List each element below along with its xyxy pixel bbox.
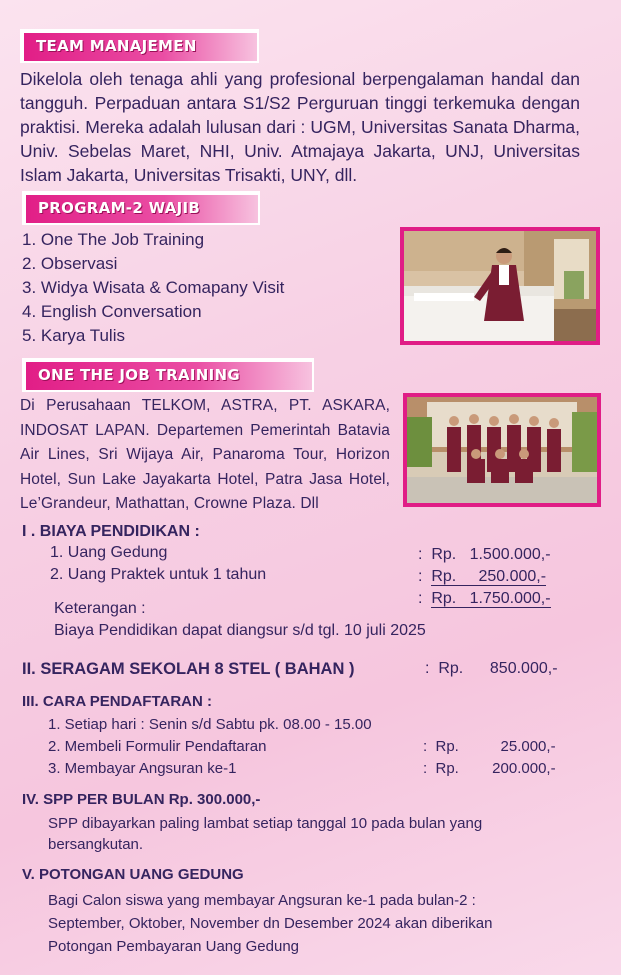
biaya-item-2-row: : Rp. 250.000,-	[418, 568, 547, 585]
biaya-item-2-value: Rp. 250.000,-	[431, 568, 547, 585]
pendaftaran-item-2-label: 2. Membeli Formulir Pendaftaran	[48, 738, 267, 755]
spp-title: IV. SPP PER BULAN Rp. 300.000,-	[22, 791, 261, 808]
ojt-heading	[24, 360, 312, 390]
program-heading	[24, 193, 258, 223]
ojt-heading-label: ONE THE JOB TRAINING	[38, 366, 240, 384]
students-group-photo	[403, 393, 601, 507]
biaya-note-body: Biaya Pendidikan dapat diangsur s/d tgl. 10 juli 2025	[54, 622, 426, 639]
pendaftaran-item-3-value: : Rp. 200.000,-	[423, 760, 556, 777]
biaya-item-2-label: 2. Uang Praktek untuk 1 tahun	[50, 566, 267, 583]
potongan-body: Bagi Calon siswa yang membayar Angsuran ke-1 pada bulan-2 : September, Oktober, November dn Desember 2024 akan diberikan Potongan Pembayaran Uang Gedung	[48, 892, 493, 955]
list-item: 3. Widya Wisata & Comapany Visit	[22, 278, 285, 297]
biaya-total-row: : Rp. 1.750.000,-	[418, 590, 551, 607]
pendaftaran-item-3-label: 3. Membayar Angsuran ke-1	[48, 760, 237, 777]
list-item: 2. Observasi	[22, 254, 118, 273]
biaya-note-title: Keterangan :	[54, 600, 146, 617]
team-body: Dikelola oleh tenaga ahli yang profesional berpengalaman handal dan tangguh. Perpaduan antara S1/S2 Perguruan tinggi terkemuka dengan praktisi. Mereka adalah lulusan dari : UGM, Universitas Sanata Dharma, Univ. Sebelas Maret, NHI, Univ. Atmajaya Jakarta, UNJ, Universitas Islam Jakarta, Universitas Trisakti, UNY, dll.	[20, 69, 580, 185]
biaya-total-value: Rp. 1.750.000,-	[431, 590, 551, 607]
biaya-item-1-label: 1. Uang Gedung	[50, 544, 168, 561]
list-item: 5. Karya Tulis	[22, 326, 125, 345]
list-item: 4. English Conversation	[22, 302, 202, 321]
ojt-body: Di Perusahaan TELKOM, ASTRA, PT. ASKARA, INDOSAT LAPAN. Departemen Pemerintah Batavia Air Lines, Sri Wijaya Air, Panaroma Tour, Horizon Hotel, Sun Lake Jayakarta Hotel, Patra Jasa Hotel, Le’Grandeur, Mathattan, Crowne Plaza. Dll	[20, 397, 390, 512]
pendaftaran-title: III. CARA PENDAFTARAN :	[22, 693, 212, 710]
potongan-title: V. POTONGAN UANG GEDUNG	[22, 866, 244, 883]
biaya-item-1-value: : Rp. 1.500.000,-	[418, 546, 551, 563]
bed-making-illustration	[404, 231, 596, 341]
bed-making-photo	[400, 227, 600, 345]
program-list	[22, 228, 382, 348]
pendaftaran-item-1: 1. Setiap hari : Senin s/d Sabtu pk. 08.00 - 15.00	[48, 716, 372, 733]
spp-body: SPP dibayarkan paling lambat setiap tanggal 10 pada bulan yang bersangkutan.	[48, 815, 483, 853]
pendaftaran-item-2-value: : Rp. 25.000,-	[423, 738, 556, 755]
seragam-value: : Rp. 850.000,-	[425, 660, 558, 677]
list-item: 1. One The Job Training	[22, 230, 205, 249]
team-heading-label: TEAM MANAJEMEN	[36, 37, 197, 55]
students-group-illustration	[407, 397, 597, 503]
seragam-title: II. SERAGAM SEKOLAH 8 STEL ( BAHAN )	[22, 660, 355, 678]
team-heading	[22, 31, 257, 61]
biaya-title: I . BIAYA PENDIDIKAN :	[22, 523, 200, 540]
program-heading-label: PROGRAM-2 WAJIB	[38, 199, 201, 217]
